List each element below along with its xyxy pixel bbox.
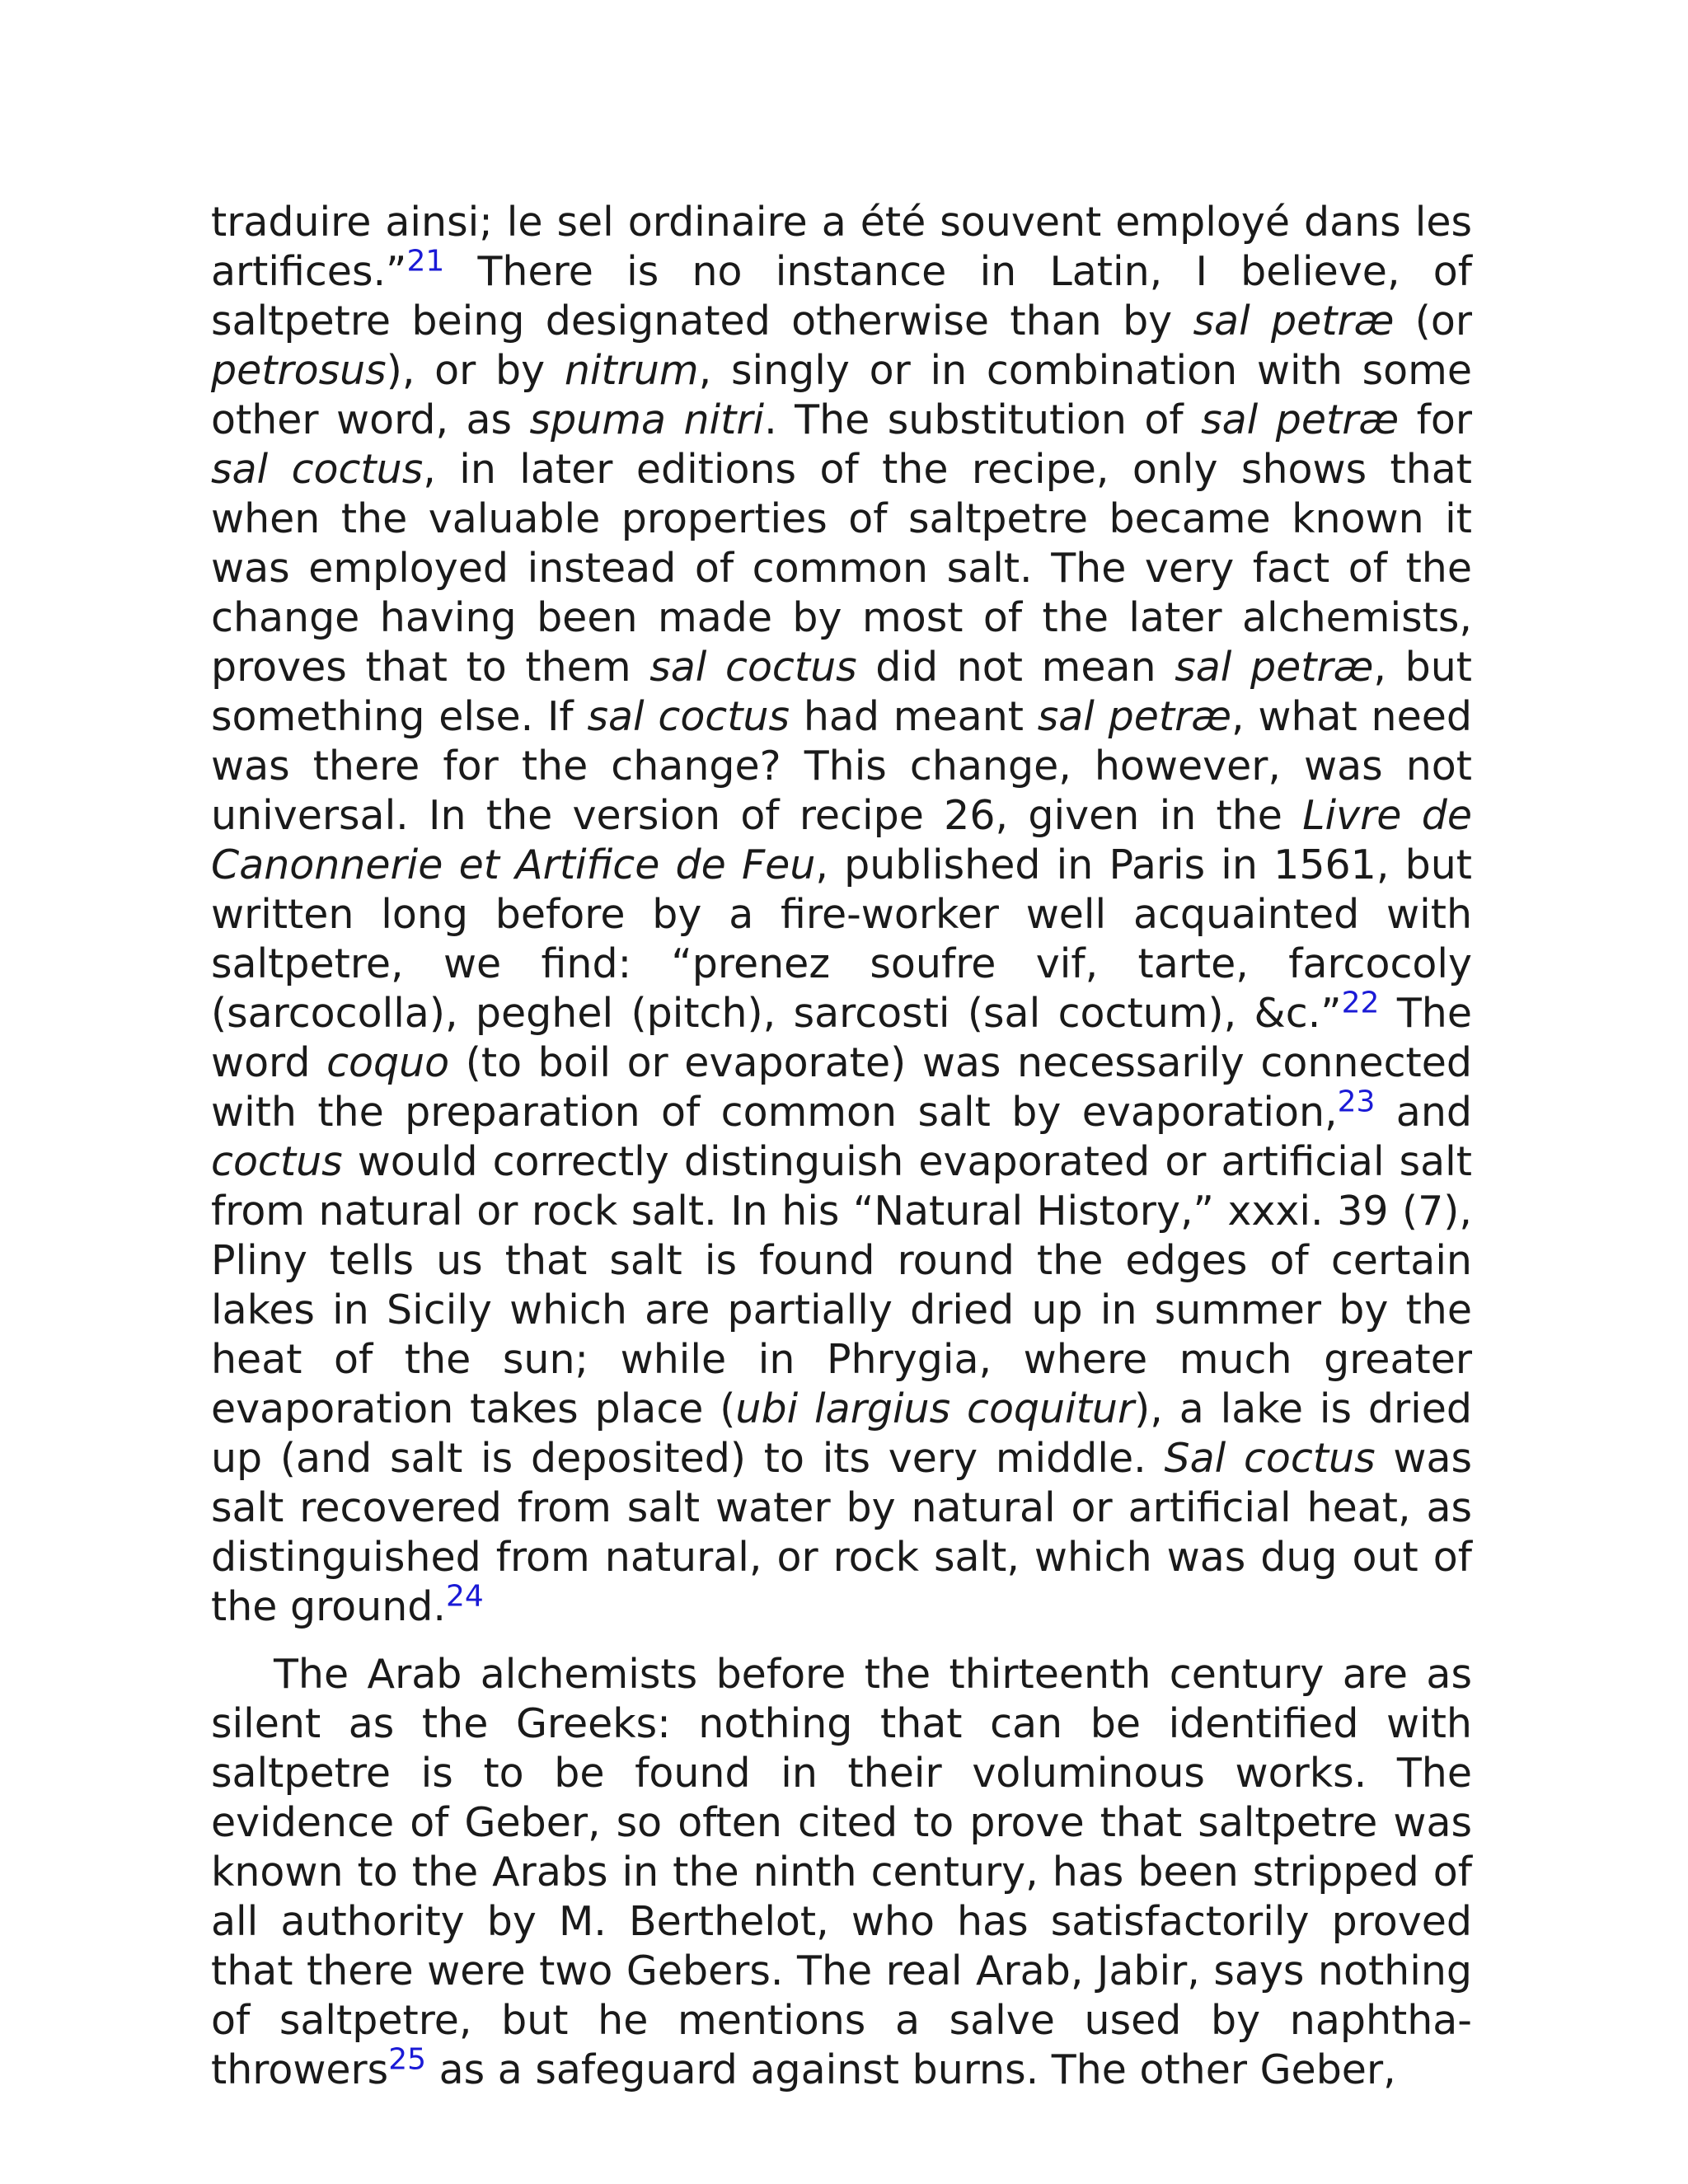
footnote-ref-23[interactable]: 23 [1337,1085,1376,1119]
paragraph-1 [211,198,1472,1632]
body-text: ), a lake is dried up (and salt is deposited) to its very middle. [211,1385,1472,1482]
body-text: (or [1394,298,1472,344]
body-text: traduire ainsi; le sel ordinaire a été souvent employé dans les artifices.” [211,199,1472,295]
italic-text: ubi largius coquitur [735,1385,1135,1432]
italic-text: coctus [211,1138,343,1185]
body-text: There is no instance in Latin, I believe, of saltpetre being designated otherwise than by [211,248,1472,344]
italic-text: Sal coctus [1164,1435,1376,1482]
body-text: ), or by [386,347,565,394]
body-text: The word [211,990,1472,1086]
footnote-ref-25[interactable]: 25 [388,2042,427,2077]
italic-text: sal petræ [1175,644,1374,691]
footnote-ref-21[interactable]: 21 [406,244,445,279]
paragraph-2 [211,1650,1472,2095]
body-text: The Arab alchemists before the thirteenth century are as silent as the Greeks: nothing that can be identified with saltpetre is to be found in their voluminous works. The evidence of Geber, so often cited to prove that saltpetre was known to the Arabs in the ninth century, has been stripped of all authority by M. Berthelot, who has satisfactorily proved that there were two Gebers. The real Arab, Jabir, says nothing of saltpetre, but he mentions a salve used by naphtha-throwers [211,1651,1472,2093]
document-page [211,198,1472,2095]
italic-text: spuma nitri [529,396,765,443]
body-text: was salt recovered from salt water by natural or artificial heat, as distinguished from natural, or rock salt, which was dug out of the ground. [211,1435,1472,1630]
italic-text: sal petræ [1037,693,1232,740]
italic-text: sal coctus [211,446,424,493]
italic-text: sal coctus [649,644,857,691]
footnote-ref-24[interactable]: 24 [445,1579,484,1614]
body-text: would correctly distinguish evaporated or artificial salt from natural or rock salt. In his “Natural History,” xxxi. 39 (7), Pliny tells us that salt is found round the edges of certain lakes in Sicily which are partially dried up in summer by the heat of the sun; while in Phrygia, where much greater evaporation takes place ( [211,1138,1472,1432]
body-text: , published in Paris in 1561, but written long before by a fire-worker well acquainted with saltpetre, we find: “prenez soufre vif, tarte, farcocoly (sarcocolla), peghel (pitch), sarcosti (sal coctum), &c.” [211,841,1472,1037]
italic-text: sal petræ [1193,298,1395,344]
body-text: as a safeguard against burns. The other Geber, [426,2046,1396,2093]
footnote-ref-22[interactable]: 22 [1341,986,1380,1020]
body-text: . The substitution of [764,396,1202,443]
body-text: , singly or in combination with some other word, as [211,347,1472,443]
italic-text: nitrum [564,347,699,394]
body-text: , what need was there for the change? This change, however, was not universal. In the version of recipe 26, given in the [211,693,1472,839]
body-text: (to boil or evaporate) was necessarily connected with the preparation of common salt by evaporation, [211,1039,1472,1136]
italic-text: sal coctus [587,693,790,740]
italic-text: coquo [326,1039,450,1086]
body-text: , in later editions of the recipe, only shows that when the valuable properties of saltpetre became known it was employed instead of common salt. The very fact of the change having been made by most of the later alchemists, proves that to them [211,446,1473,691]
body-text: did not mean [856,644,1175,691]
italic-text: petrosus [211,347,387,394]
body-text: for [1399,396,1472,443]
body-text: , but something else. If [211,644,1472,740]
body-text: and [1375,1089,1472,1136]
italic-text: Livre de Canonnerie et Artifice de Feu [211,792,1472,888]
body-text: had meant [790,693,1038,740]
italic-text: sal petræ [1201,396,1400,443]
